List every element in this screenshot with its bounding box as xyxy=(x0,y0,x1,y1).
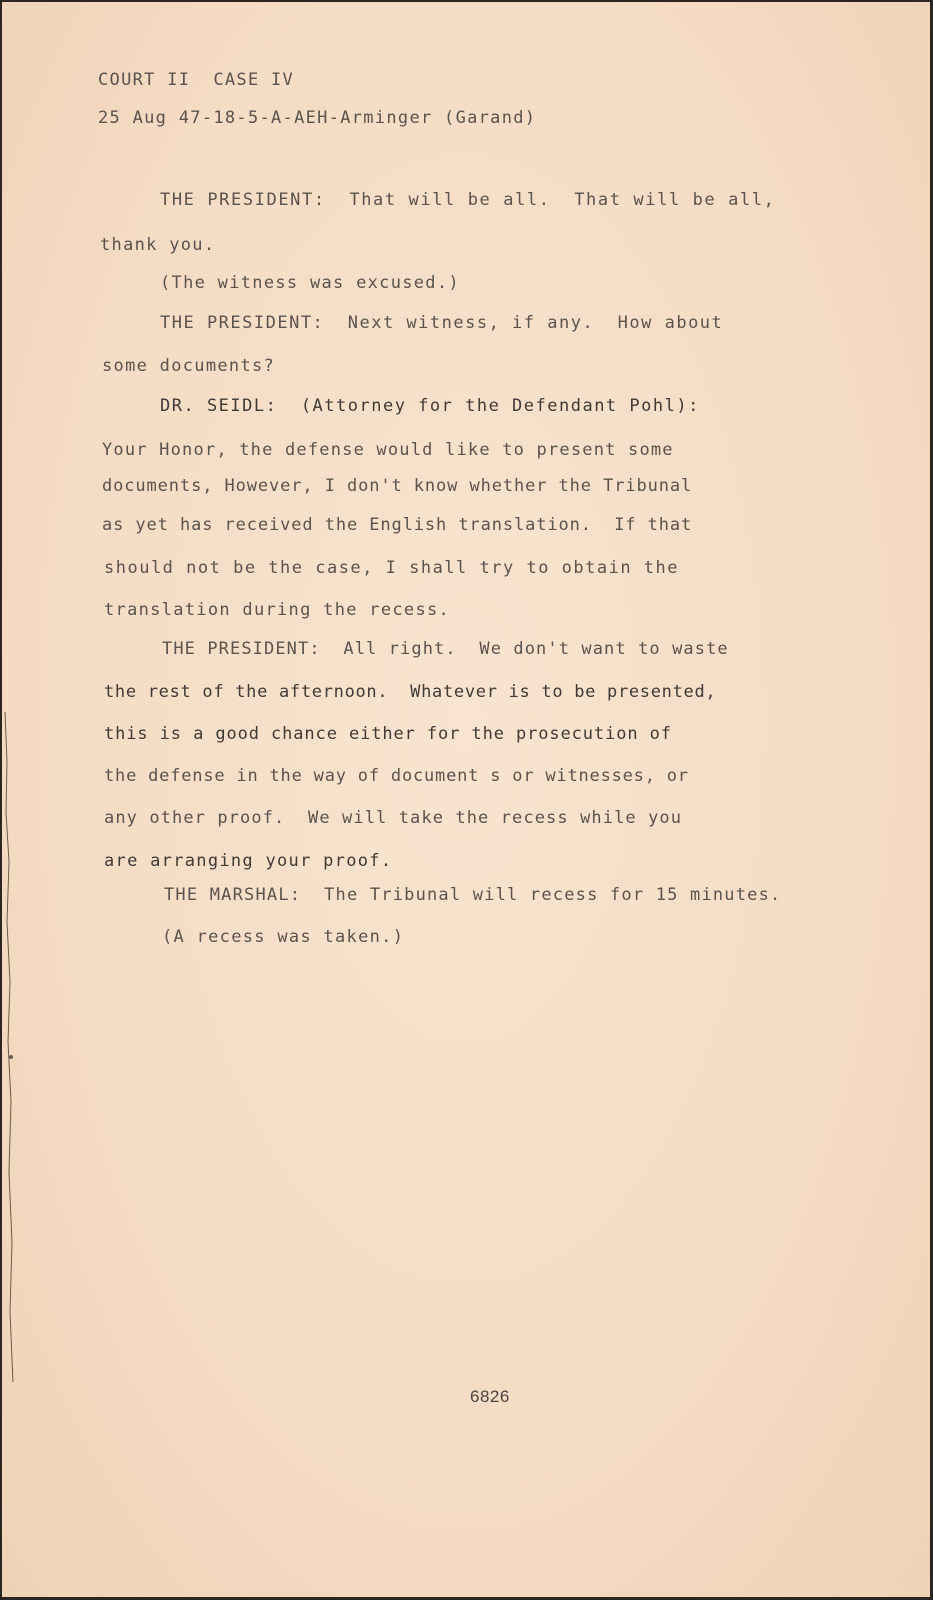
transcript-line: thank you. xyxy=(100,235,216,255)
transcript-line: this is a good chance either for the prosecution of xyxy=(104,724,672,744)
page-number: 6826 xyxy=(470,1387,510,1406)
transcript-line: (The witness was excused.) xyxy=(160,273,460,293)
transcript-line: THE PRESIDENT: Next witness, if any. How about xyxy=(160,313,724,333)
transcript-line: (A recess was taken.) xyxy=(162,927,405,947)
transcript-line: some documents? xyxy=(102,356,276,376)
transcript-line: are arranging your proof. xyxy=(104,851,393,871)
transcript-line: any other proof. We will take the recess while you xyxy=(104,808,683,828)
transcript-line: THE PRESIDENT: That will be all. That will be all, xyxy=(160,190,776,210)
transcript-line: the rest of the afternoon. Whatever is to be presented, xyxy=(104,682,717,702)
transcript-line: documents, However, I don't know whether the Tribunal xyxy=(102,476,693,496)
transcript-line: THE PRESIDENT: All right. We don't want to waste xyxy=(162,639,729,659)
transcript-line: DR. SEIDL: (Attorney for the Defendant Pohl): xyxy=(160,396,700,416)
torn-edge-marks xyxy=(2,702,16,1402)
document-page xyxy=(2,2,930,1597)
transcript-line: translation during the recess. xyxy=(104,600,451,620)
court-case-header: COURT II CASE IV xyxy=(98,70,295,90)
transcript-line: should not be the case, I shall try to obtain the xyxy=(104,558,680,578)
transcript-line: the defense in the way of document s or witnesses, or xyxy=(104,766,689,786)
session-reference-line: 25 Aug 47-18-5-A-AEH-Arminger (Garand) xyxy=(98,108,537,128)
transcript-line: Your Honor, the defense would like to present some xyxy=(102,440,674,460)
transcript-line: THE MARSHAL: The Tribunal will recess for 15 minutes. xyxy=(164,885,782,905)
transcript-line: as yet has received the English translation. If that xyxy=(102,515,693,535)
